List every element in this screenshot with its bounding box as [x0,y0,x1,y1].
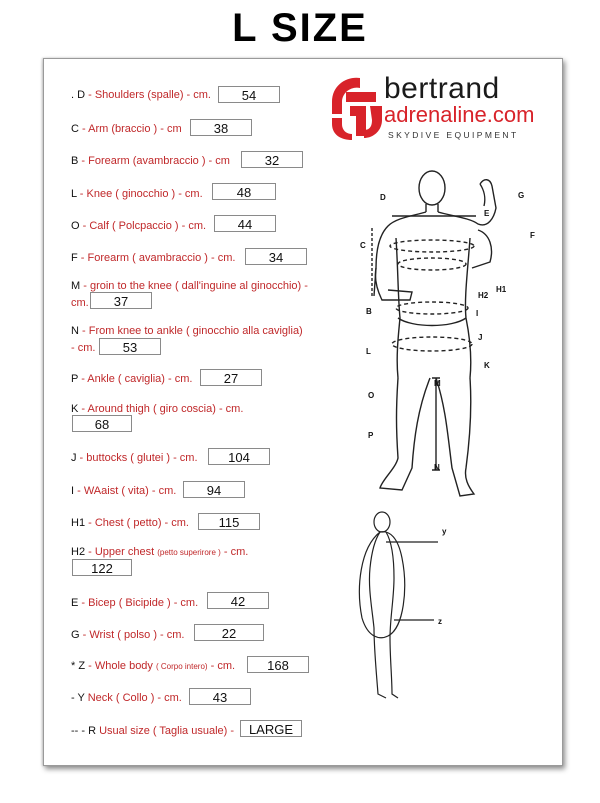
label-groin-knee: - groin to the knee ( dall'inguine al ginocchio) - [80,280,308,292]
value-arm[interactable]: 38 [190,119,252,136]
label-calf: - Calf ( Polcpaccio ) - cm. [79,220,207,232]
value-upper-chest[interactable]: 122 [72,559,132,576]
value-shoulders[interactable]: 54 [218,86,280,103]
row-buttocks [71,452,198,464]
side-body-diagram [350,508,470,706]
row-groin-knee [71,280,308,292]
diagram-label-h2: H2 [478,291,489,300]
value-usual-size[interactable]: LARGE [240,720,302,737]
row-whole-body [71,660,235,672]
diagram-label-f: F [530,231,535,240]
value-wrist[interactable]: 22 [194,624,264,641]
code-l: L [71,188,77,200]
diagram-label-e: E [484,209,490,218]
value-chest[interactable]: 115 [198,513,260,530]
value-calf[interactable]: 44 [214,215,276,232]
row-shoulders [71,89,211,101]
code-k: K [71,403,79,415]
diagram-label-h1: H1 [496,285,507,294]
label-knee: - Knee ( ginocchio ) - cm. [76,188,203,200]
code-d: . D [71,89,86,101]
row-waist [71,485,176,497]
diagram-label-o: O [368,391,375,400]
diagram-label-g: G [518,191,525,200]
row-knee-ankle [71,325,303,337]
label-bicep: - Bicep ( Bicipide ) - cm. [78,597,199,609]
code-y: - Y [71,692,85,704]
label-thigh: - Around thigh ( giro coscia) - cm. [78,403,244,415]
code-r: -- - R [71,725,97,737]
code-f: F [71,252,78,264]
brand-logo [330,74,536,144]
row-chest [71,517,189,529]
value-waist[interactable]: 94 [183,481,245,498]
row-thigh [71,403,243,415]
label-forearm-b: - Forearm (avambraccio ) - cm [78,155,230,167]
label-waist: - WAaist ( vita) - cm. [74,485,177,497]
code-c: C [71,123,79,135]
diagram-label-b: B [366,307,372,316]
front-body-diagram [352,168,552,503]
code-z: * Z [71,660,86,672]
label-upper-chest-it: (petto superirore ) [157,548,221,557]
code-e: E [71,597,79,609]
code-h1: H1 [71,517,86,529]
row-ankle [71,373,192,385]
row-arm [71,123,182,135]
label-buttocks: - buttocks ( glutei ) - cm. [76,452,198,464]
label-arm: - Arm (braccio ) - cm [78,123,182,135]
value-thigh[interactable]: 68 [72,415,132,432]
label-groin-knee-cm: cm. [71,297,89,309]
value-bicep[interactable]: 42 [207,592,269,609]
label-neck: Neck ( Collo ) - cm. [84,692,182,704]
diagram-label-l: L [366,347,371,356]
code-m: M [71,280,81,292]
page-title: L SIZE [232,6,368,50]
diagram-label-y: y [442,527,447,536]
code-p: P [71,373,79,385]
value-buttocks[interactable]: 104 [208,448,270,465]
label-whole-body: - Whole body [85,660,156,672]
row-knee [71,188,203,200]
code-j: J [71,452,77,464]
row-forearm-b [71,155,230,167]
value-forearm-b[interactable]: 32 [241,151,303,168]
logo-tagline: SKYDIVE EQUIPMENT [388,130,519,140]
label-upper-chest-cm: - cm. [220,546,249,558]
row-forearm-f [71,252,235,264]
code-n: N [71,325,79,337]
row-neck [71,692,182,704]
label-wrist: - Wrist ( polso ) - cm. [79,629,185,641]
code-h2: H2 [71,546,86,558]
code-b: B [71,155,79,167]
label-whole-body-it: ( Corpo intero) [155,662,208,671]
row-calf [71,220,206,232]
diagram-label-j: J [478,333,483,342]
label-chest: - Chest ( petto) - cm. [85,517,189,529]
diagram-label-n: N [434,463,440,472]
label-upper-chest: - Upper chest [85,546,158,558]
value-whole-body[interactable]: 168 [247,656,309,673]
value-knee[interactable]: 48 [212,183,276,200]
value-neck[interactable]: 43 [189,688,251,705]
value-ankle[interactable]: 27 [200,369,262,386]
diagram-label-p: P [368,431,374,440]
diagram-label-m: M [434,379,441,388]
label-shoulders: - Shoulders (spalle) - cm. [85,89,211,101]
code-i: I [71,485,75,497]
value-knee-ankle[interactable]: 53 [99,338,161,355]
label-ankle: - Ankle ( caviglia) - cm. [78,373,193,385]
diagram-label-i: I [476,309,479,318]
row-wrist [71,629,184,641]
diagram-label-z: z [438,617,442,626]
label-knee-ankle-cm: - cm. [71,342,96,354]
code-g: G [71,629,80,641]
code-o: O [71,220,80,232]
label-knee-ankle: - From knee to ankle ( ginocchio alla caviglia) [78,325,303,337]
label-usual-size: Usual size ( Taglia usuale) - [96,725,235,737]
diagram-label-c: C [360,241,366,250]
value-groin-knee[interactable]: 37 [90,292,152,309]
diagram-label-d: D [380,193,386,202]
diagram-label-k: K [484,361,490,370]
row-upper-chest [71,546,248,558]
logo-text-adrenaline: adrenaline.com [384,102,535,127]
label-whole-body-cm: - cm. [207,660,236,672]
value-forearm-f[interactable]: 34 [245,248,307,265]
row-usual-size [71,725,234,737]
row-bicep [71,597,198,609]
logo-text-bertrand: bertrand [384,72,500,105]
label-forearm-f: - Forearm ( avambraccio ) - cm. [77,252,236,264]
